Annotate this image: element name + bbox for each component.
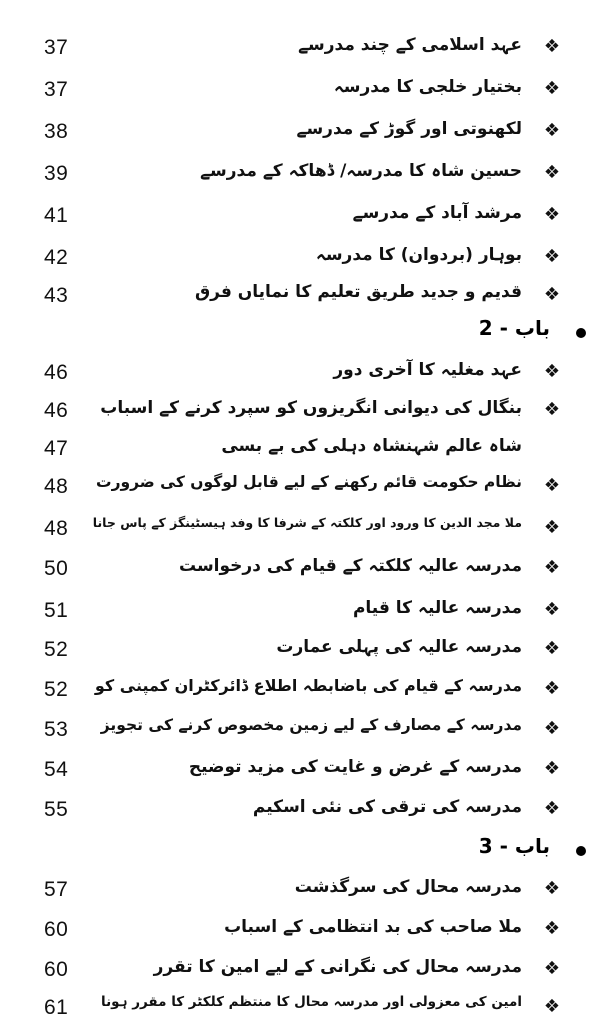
- toc-entry: [0, 511, 600, 551]
- toc-entry: [0, 156, 600, 196]
- toc-entry: [0, 593, 600, 633]
- toc-entry-title: مدرسہ عالیہ کی پہلی عمارت: [276, 637, 522, 657]
- toc-entry: [0, 240, 600, 280]
- toc-page-number: 60: [44, 958, 69, 981]
- toc-page-number: 37: [44, 36, 69, 59]
- toc-entry-title: امین کی معزولی اور مدرسہ محال کا منتظم کلکٹر کا مقرر ہونا: [101, 994, 522, 1010]
- toc-entry: [0, 792, 600, 832]
- diamond-bullet-icon: ❖: [543, 162, 560, 183]
- toc-page-number: 57: [44, 878, 69, 901]
- toc-entry-title: مدرسہ کے مصارف کے لیے زمین مخصوص کرنے کی تجویز: [100, 716, 522, 734]
- toc-entry-title: حسین شاہ کا مدرسہ/ ڈھاکہ کے مدرسے: [200, 161, 522, 181]
- toc-page-number: 50: [44, 557, 69, 580]
- toc-entry: [0, 114, 600, 154]
- toc-page-number: 43: [44, 284, 69, 307]
- diamond-bullet-icon: ❖: [543, 284, 560, 305]
- chapter-label: باب - 2: [478, 316, 550, 340]
- toc-entry-title: مدرسہ عالیہ کا قیام: [352, 598, 522, 618]
- diamond-bullet-icon: ❖: [543, 798, 560, 819]
- toc-entry-title: مدرسہ محال کی سرگذشت: [294, 877, 522, 897]
- toc-entry-title: مدرسہ کے قیام کی باضابطہ اطلاع ڈائرکٹران کمپنی کو: [94, 676, 522, 695]
- diamond-bullet-icon: ❖: [543, 78, 560, 99]
- toc-entry-title: مدرسہ کے غرض و غایت کی مزید توضیح: [188, 757, 522, 777]
- toc-entry: [0, 72, 600, 112]
- toc-page-number: 39: [44, 162, 69, 185]
- round-bullet-icon: [576, 328, 586, 338]
- toc-page-number: 42: [44, 246, 69, 269]
- toc-entry-title: قدیم و جدید طریق تعلیم کا نمایاں فرق: [194, 282, 522, 302]
- diamond-bullet-icon: ❖: [543, 718, 560, 739]
- diamond-bullet-icon: ❖: [543, 361, 560, 382]
- toc-page-number: 61: [44, 996, 69, 1019]
- toc-entry: [0, 872, 600, 912]
- toc-page-number: 47: [44, 437, 69, 460]
- toc-entry: [0, 198, 600, 238]
- toc-entry-title: بختیار خلجی کا مدرسہ: [333, 77, 522, 97]
- toc-entry: [0, 632, 600, 672]
- diamond-bullet-icon: ❖: [543, 758, 560, 779]
- toc-entry: [0, 672, 600, 712]
- diamond-bullet-icon: ❖: [543, 958, 560, 979]
- toc-entry: [0, 712, 600, 752]
- toc-entry: [0, 752, 600, 792]
- toc-page-number: 55: [44, 798, 69, 821]
- toc-entry-title: عہد مغلیہ کا آخری دور: [333, 360, 522, 380]
- toc-page-number: 48: [44, 517, 69, 540]
- diamond-bullet-icon: ❖: [543, 399, 560, 420]
- toc-entry: [0, 990, 600, 1030]
- toc-entry-title: ملا مجد الدین کا ورود اور کلکتہ کے شرفا کا وفد ہیسٹینگز کے پاس جانا: [92, 515, 522, 530]
- toc-entry: [0, 912, 600, 952]
- toc-entry-title: مدرسہ کی ترقی کی نئی اسکیم: [252, 797, 522, 817]
- diamond-bullet-icon: ❖: [543, 918, 560, 939]
- toc-page-number: 51: [44, 599, 69, 622]
- toc-entry-title: مرشد آباد کے مدرسے: [352, 203, 522, 223]
- toc-entry-title: مدرسہ محال کی نگرانی کے لیے امین کا تقرر: [153, 957, 522, 977]
- diamond-bullet-icon: ❖: [543, 996, 560, 1017]
- toc-entry-title: مدرسہ عالیہ کلکتہ کے قیام کی درخواست: [178, 556, 522, 576]
- toc-page-number: 52: [44, 638, 69, 661]
- toc-entry: [0, 30, 600, 70]
- toc-page-number: 37: [44, 78, 69, 101]
- toc-page-number: 46: [44, 361, 69, 384]
- toc-page-number: 53: [44, 718, 69, 741]
- diamond-bullet-icon: ❖: [543, 878, 560, 899]
- diamond-bullet-icon: ❖: [543, 638, 560, 659]
- toc-entry: [0, 431, 600, 471]
- toc-page-number: 54: [44, 758, 69, 781]
- diamond-bullet-icon: ❖: [543, 204, 560, 225]
- chapter-label: باب - 3: [478, 834, 550, 858]
- diamond-bullet-icon: ❖: [543, 557, 560, 578]
- toc-page-number: 38: [44, 120, 69, 143]
- toc-entry-title: عہد اسلامی کے چند مدرسے: [298, 35, 522, 55]
- diamond-bullet-icon: ❖: [543, 475, 560, 496]
- chapter-heading: [0, 316, 600, 352]
- round-bullet-icon: [576, 846, 586, 856]
- chapter-heading: [0, 834, 600, 870]
- diamond-bullet-icon: ❖: [543, 120, 560, 141]
- toc-entry-title: بوہار (بردوان) کا مدرسہ: [315, 245, 522, 265]
- toc-entry-title: بنگال کی دیوانی انگریزوں کو سپرد کرنے کے اسباب: [100, 398, 522, 418]
- toc-entry: [0, 278, 600, 318]
- toc-page-number: 52: [44, 678, 69, 701]
- diamond-bullet-icon: ❖: [543, 246, 560, 267]
- toc-page-number: 48: [44, 475, 69, 498]
- toc-entry-title: لکھنوتی اور گوڑ کے مدرسے: [296, 119, 522, 139]
- toc-page-number: 41: [44, 204, 69, 227]
- toc-entry: [0, 469, 600, 509]
- toc-entry: [0, 952, 600, 992]
- toc-entry: [0, 355, 600, 395]
- toc-entry: [0, 551, 600, 591]
- diamond-bullet-icon: ❖: [543, 36, 560, 57]
- toc-page-number: 60: [44, 918, 69, 941]
- diamond-bullet-icon: ❖: [543, 678, 560, 699]
- diamond-bullet-icon: ❖: [543, 517, 560, 538]
- toc-page-number: 46: [44, 399, 69, 422]
- toc-entry-title: ملا صاحب کی بد انتظامی کے اسباب: [224, 917, 522, 937]
- diamond-bullet-icon: ❖: [543, 599, 560, 620]
- toc-entry-title: نظام حکومت قائم رکھنے کے لیے قابل لوگوں کی ضرورت: [96, 473, 522, 491]
- toc-entry-title: شاہ عالم شہنشاہ دہلی کی بے بسی: [221, 436, 522, 456]
- toc-entry: [0, 393, 600, 433]
